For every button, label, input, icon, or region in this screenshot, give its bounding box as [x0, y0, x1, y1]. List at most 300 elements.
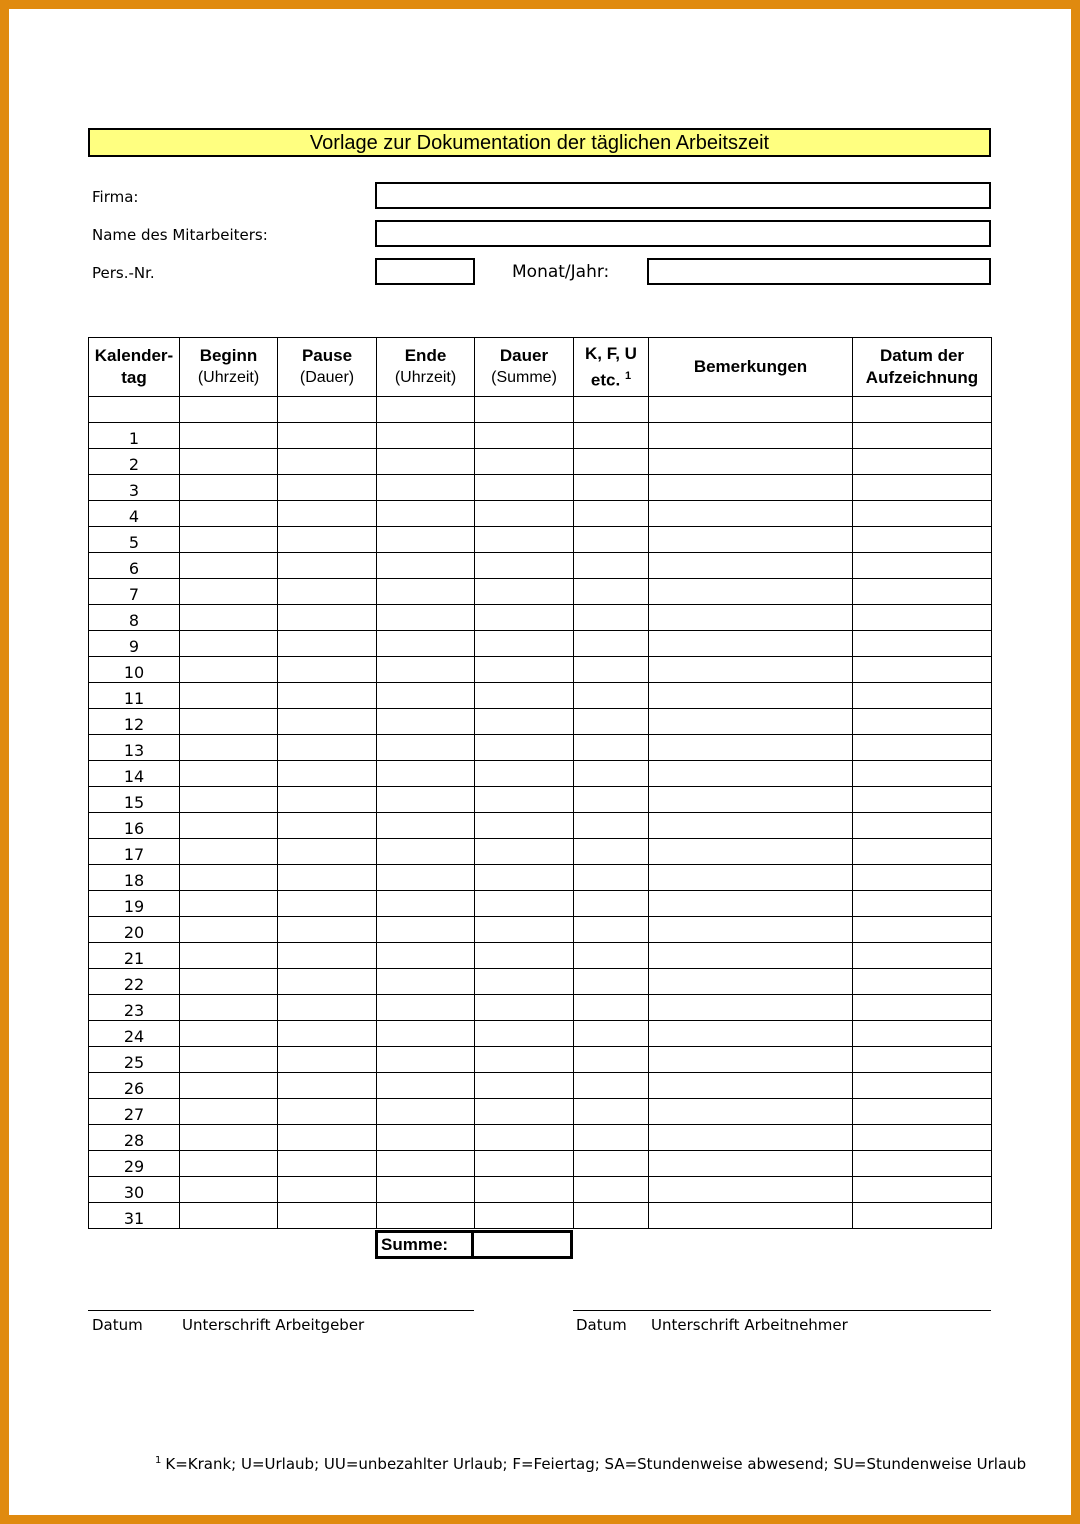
- beginn-cell[interactable]: [180, 449, 278, 475]
- day-cell: 14: [89, 761, 180, 787]
- signature-line-employer[interactable]: [88, 1310, 474, 1311]
- pause-cell[interactable]: [278, 631, 377, 657]
- beginn-cell[interactable]: [180, 1151, 278, 1177]
- table-row: [89, 501, 992, 527]
- bemerkungen-cell[interactable]: [649, 631, 853, 657]
- datum-cell[interactable]: [853, 579, 992, 605]
- pause-cell[interactable]: [278, 969, 377, 995]
- kfu-cell[interactable]: [574, 943, 649, 969]
- day-cell: 21: [89, 943, 180, 969]
- ende-cell[interactable]: [377, 1021, 475, 1047]
- ende-cell[interactable]: [377, 761, 475, 787]
- day-cell: 18: [89, 865, 180, 891]
- datum-cell[interactable]: [853, 1021, 992, 1047]
- bemerkungen-cell[interactable]: [649, 1151, 853, 1177]
- bemerkungen-cell[interactable]: [649, 475, 853, 501]
- pause-cell[interactable]: [278, 1177, 377, 1203]
- beginn-cell[interactable]: [180, 735, 278, 761]
- day-cell: 16: [89, 813, 180, 839]
- dauer-cell[interactable]: [475, 1073, 574, 1099]
- datum-cell[interactable]: [853, 605, 992, 631]
- bemerkungen-cell[interactable]: [649, 1203, 853, 1229]
- datum-cell[interactable]: [853, 1177, 992, 1203]
- table-row: [89, 1021, 992, 1047]
- ende-cell[interactable]: [377, 1125, 475, 1151]
- bemerkungen-cell[interactable]: [649, 449, 853, 475]
- day-cell: 31: [89, 1203, 180, 1229]
- header-dauer: Dauer (Summe): [475, 338, 574, 397]
- kfu-cell[interactable]: [574, 553, 649, 579]
- ende-cell[interactable]: [377, 449, 475, 475]
- table-row: [89, 787, 992, 813]
- beginn-cell[interactable]: [180, 839, 278, 865]
- dauer-cell[interactable]: [475, 397, 574, 423]
- kfu-cell[interactable]: [574, 397, 649, 423]
- day-cell: 19: [89, 891, 180, 917]
- dauer-cell[interactable]: [475, 1203, 574, 1229]
- dauer-cell[interactable]: [475, 475, 574, 501]
- bemerkungen-cell[interactable]: [649, 865, 853, 891]
- bemerkungen-cell[interactable]: [649, 657, 853, 683]
- footnote: [155, 1455, 1026, 1473]
- bemerkungen-cell[interactable]: [649, 995, 853, 1021]
- datum-cell[interactable]: [853, 839, 992, 865]
- datum-cell[interactable]: [853, 683, 992, 709]
- beginn-cell[interactable]: [180, 631, 278, 657]
- beginn-cell[interactable]: [180, 865, 278, 891]
- day-cell: 30: [89, 1177, 180, 1203]
- pause-cell[interactable]: [278, 1021, 377, 1047]
- table-row: [89, 865, 992, 891]
- ende-cell[interactable]: [377, 579, 475, 605]
- table-row: [89, 579, 992, 605]
- datum-cell[interactable]: [853, 1073, 992, 1099]
- bemerkungen-cell[interactable]: [649, 1073, 853, 1099]
- dauer-cell[interactable]: [475, 1125, 574, 1151]
- beginn-cell[interactable]: [180, 579, 278, 605]
- kfu-cell[interactable]: [574, 917, 649, 943]
- bemerkungen-cell[interactable]: [649, 891, 853, 917]
- dauer-cell[interactable]: [475, 1047, 574, 1073]
- pause-cell[interactable]: [278, 683, 377, 709]
- kfu-cell[interactable]: [574, 1073, 649, 1099]
- pause-cell[interactable]: [278, 397, 377, 423]
- kfu-cell[interactable]: [574, 995, 649, 1021]
- beginn-cell[interactable]: [180, 501, 278, 527]
- datum-cell[interactable]: [853, 735, 992, 761]
- bemerkungen-cell[interactable]: [649, 423, 853, 449]
- day-cell: 15: [89, 787, 180, 813]
- day-cell: 26: [89, 1073, 180, 1099]
- pause-cell[interactable]: [278, 787, 377, 813]
- beginn-cell[interactable]: [180, 995, 278, 1021]
- ende-cell[interactable]: [377, 657, 475, 683]
- ende-cell[interactable]: [377, 813, 475, 839]
- datum-cell[interactable]: [853, 553, 992, 579]
- pause-cell[interactable]: [278, 1203, 377, 1229]
- datum-cell[interactable]: [853, 917, 992, 943]
- ende-cell[interactable]: [377, 631, 475, 657]
- kfu-cell[interactable]: [574, 527, 649, 553]
- pause-cell[interactable]: [278, 579, 377, 605]
- ende-cell[interactable]: [377, 683, 475, 709]
- employee-signature-label: Unterschrift Arbeitnehmer: [651, 1316, 848, 1334]
- table-row: [89, 475, 992, 501]
- datum-cell[interactable]: [853, 969, 992, 995]
- beginn-cell[interactable]: [180, 397, 278, 423]
- dauer-cell[interactable]: [475, 579, 574, 605]
- bemerkungen-cell[interactable]: [649, 839, 853, 865]
- day-cell: 9: [89, 631, 180, 657]
- ende-cell[interactable]: [377, 917, 475, 943]
- table-row: [89, 1203, 992, 1229]
- datum-cell[interactable]: [853, 423, 992, 449]
- dauer-cell[interactable]: [475, 1151, 574, 1177]
- ende-cell[interactable]: [377, 397, 475, 423]
- dauer-cell[interactable]: [475, 787, 574, 813]
- day-cell: 7: [89, 579, 180, 605]
- ende-cell[interactable]: [377, 1047, 475, 1073]
- dauer-cell[interactable]: [475, 1177, 574, 1203]
- bemerkungen-cell[interactable]: [649, 501, 853, 527]
- dauer-cell[interactable]: [475, 813, 574, 839]
- table-row: [89, 1125, 992, 1151]
- pause-cell[interactable]: [278, 709, 377, 735]
- employee-date-label: Datum: [576, 1316, 627, 1334]
- kfu-cell[interactable]: [574, 1151, 649, 1177]
- ende-cell[interactable]: [377, 423, 475, 449]
- kfu-cell[interactable]: [574, 449, 649, 475]
- beginn-cell[interactable]: [180, 1177, 278, 1203]
- datum-cell[interactable]: [853, 631, 992, 657]
- day-cell: 24: [89, 1021, 180, 1047]
- table-header-row: [89, 338, 992, 397]
- dauer-cell[interactable]: [475, 501, 574, 527]
- ende-cell[interactable]: [377, 891, 475, 917]
- bemerkungen-cell[interactable]: [649, 527, 853, 553]
- pause-cell[interactable]: [278, 735, 377, 761]
- ende-cell[interactable]: [377, 969, 475, 995]
- beginn-cell[interactable]: [180, 761, 278, 787]
- kfu-cell[interactable]: [574, 813, 649, 839]
- kfu-cell[interactable]: [574, 891, 649, 917]
- table-row: [89, 1047, 992, 1073]
- datum-cell[interactable]: [853, 397, 992, 423]
- ende-cell[interactable]: [377, 865, 475, 891]
- name-label: Name des Mitarbeiters:: [92, 226, 268, 244]
- kfu-cell[interactable]: [574, 501, 649, 527]
- beginn-cell[interactable]: [180, 1073, 278, 1099]
- summe-label: Summe:: [375, 1230, 474, 1259]
- day-cell: 5: [89, 527, 180, 553]
- day-cell: 11: [89, 683, 180, 709]
- beginn-cell[interactable]: [180, 475, 278, 501]
- day-cell: 6: [89, 553, 180, 579]
- pause-cell[interactable]: [278, 657, 377, 683]
- dauer-cell[interactable]: [475, 553, 574, 579]
- datum-cell[interactable]: [853, 1203, 992, 1229]
- ende-cell[interactable]: [377, 501, 475, 527]
- kfu-cell[interactable]: [574, 475, 649, 501]
- ende-cell[interactable]: [377, 735, 475, 761]
- kfu-cell[interactable]: [574, 1125, 649, 1151]
- table-row: [89, 1177, 992, 1203]
- table-row: [89, 943, 992, 969]
- ende-cell[interactable]: [377, 475, 475, 501]
- datum-cell[interactable]: [853, 761, 992, 787]
- kfu-cell[interactable]: [574, 1203, 649, 1229]
- ende-cell[interactable]: [377, 1099, 475, 1125]
- pause-cell[interactable]: [278, 527, 377, 553]
- persnr-field[interactable]: [375, 258, 475, 285]
- beginn-cell[interactable]: [180, 1021, 278, 1047]
- day-cell: 13: [89, 735, 180, 761]
- dauer-cell[interactable]: [475, 839, 574, 865]
- datum-cell[interactable]: [853, 527, 992, 553]
- monat-label: Monat/Jahr:: [512, 262, 610, 282]
- pause-cell[interactable]: [278, 813, 377, 839]
- pause-cell[interactable]: [278, 1125, 377, 1151]
- table-row: [89, 605, 992, 631]
- pause-cell[interactable]: [278, 605, 377, 631]
- table-row: [89, 1099, 992, 1125]
- datum-cell[interactable]: [853, 813, 992, 839]
- day-cell: [89, 397, 180, 423]
- beginn-cell[interactable]: [180, 1047, 278, 1073]
- table-row: [89, 631, 992, 657]
- dauer-cell[interactable]: [475, 527, 574, 553]
- bemerkungen-cell[interactable]: [649, 735, 853, 761]
- bemerkungen-cell[interactable]: [649, 553, 853, 579]
- kfu-cell[interactable]: [574, 683, 649, 709]
- datum-cell[interactable]: [853, 787, 992, 813]
- pause-cell[interactable]: [278, 1073, 377, 1099]
- table-row: [89, 423, 992, 449]
- day-cell: 23: [89, 995, 180, 1021]
- ende-cell[interactable]: [377, 527, 475, 553]
- datum-cell[interactable]: [853, 657, 992, 683]
- kfu-cell[interactable]: [574, 1021, 649, 1047]
- dauer-cell[interactable]: [475, 891, 574, 917]
- header-kfu: K, F, U etc. $^1$: [574, 338, 649, 397]
- day-cell: 17: [89, 839, 180, 865]
- persnr-label: Pers.-Nr.: [92, 264, 155, 282]
- day-cell: 20: [89, 917, 180, 943]
- bemerkungen-cell[interactable]: [649, 1021, 853, 1047]
- pause-cell[interactable]: [278, 839, 377, 865]
- table-row: [89, 839, 992, 865]
- beginn-cell[interactable]: [180, 917, 278, 943]
- bemerkungen-cell[interactable]: [649, 787, 853, 813]
- table-row: [89, 917, 992, 943]
- table-row: [89, 1073, 992, 1099]
- datum-cell[interactable]: [853, 1099, 992, 1125]
- pause-cell[interactable]: [278, 553, 377, 579]
- table-row: [89, 813, 992, 839]
- dauer-cell[interactable]: [475, 605, 574, 631]
- datum-cell[interactable]: [853, 865, 992, 891]
- datum-cell[interactable]: [853, 1125, 992, 1151]
- beginn-cell[interactable]: [180, 553, 278, 579]
- ende-cell[interactable]: [377, 553, 475, 579]
- day-cell: 25: [89, 1047, 180, 1073]
- table-row: [89, 657, 992, 683]
- ende-cell[interactable]: [377, 1151, 475, 1177]
- dauer-cell[interactable]: [475, 761, 574, 787]
- monat-field[interactable]: [647, 258, 991, 285]
- time-table: [88, 337, 992, 1229]
- pause-cell[interactable]: [278, 1047, 377, 1073]
- dauer-cell[interactable]: [475, 657, 574, 683]
- kfu-cell[interactable]: [574, 735, 649, 761]
- table-row: [89, 735, 992, 761]
- bemerkungen-cell[interactable]: [649, 397, 853, 423]
- dauer-cell[interactable]: [475, 917, 574, 943]
- pause-cell[interactable]: [278, 501, 377, 527]
- summe-field[interactable]: [474, 1230, 573, 1259]
- table-row: [89, 527, 992, 553]
- beginn-cell[interactable]: [180, 943, 278, 969]
- kfu-cell[interactable]: [574, 709, 649, 735]
- day-cell: 22: [89, 969, 180, 995]
- dauer-cell[interactable]: [475, 1099, 574, 1125]
- beginn-cell[interactable]: [180, 683, 278, 709]
- day-cell: 4: [89, 501, 180, 527]
- bemerkungen-cell[interactable]: [649, 969, 853, 995]
- dauer-cell[interactable]: [475, 631, 574, 657]
- kfu-cell[interactable]: [574, 1099, 649, 1125]
- pause-cell[interactable]: [278, 917, 377, 943]
- beginn-cell[interactable]: [180, 1125, 278, 1151]
- table-row: [89, 683, 992, 709]
- pause-cell[interactable]: [278, 943, 377, 969]
- kfu-cell[interactable]: [574, 1177, 649, 1203]
- kfu-cell[interactable]: [574, 605, 649, 631]
- pause-cell[interactable]: [278, 995, 377, 1021]
- kfu-cell[interactable]: [574, 1047, 649, 1073]
- day-cell: 28: [89, 1125, 180, 1151]
- beginn-cell[interactable]: [180, 891, 278, 917]
- bemerkungen-cell[interactable]: [649, 683, 853, 709]
- kfu-cell[interactable]: [574, 865, 649, 891]
- pause-cell[interactable]: [278, 423, 377, 449]
- bemerkungen-cell[interactable]: [649, 579, 853, 605]
- ende-cell[interactable]: [377, 787, 475, 813]
- firma-field[interactable]: [375, 182, 991, 209]
- datum-cell[interactable]: [853, 475, 992, 501]
- bemerkungen-cell[interactable]: [649, 1099, 853, 1125]
- beginn-cell[interactable]: [180, 1203, 278, 1229]
- pause-cell[interactable]: [278, 1151, 377, 1177]
- datum-cell[interactable]: [853, 891, 992, 917]
- datum-cell[interactable]: [853, 943, 992, 969]
- kfu-cell[interactable]: [574, 969, 649, 995]
- ende-cell[interactable]: [377, 605, 475, 631]
- dauer-cell[interactable]: [475, 709, 574, 735]
- ende-cell[interactable]: [377, 1073, 475, 1099]
- bemerkungen-cell[interactable]: [649, 1125, 853, 1151]
- ende-cell[interactable]: [377, 1203, 475, 1229]
- bemerkungen-cell[interactable]: [649, 917, 853, 943]
- table-row: [89, 969, 992, 995]
- beginn-cell[interactable]: [180, 1099, 278, 1125]
- dauer-cell[interactable]: [475, 865, 574, 891]
- header-kalendertag: Kalender- tag: [89, 338, 180, 397]
- day-cell: 3: [89, 475, 180, 501]
- bemerkungen-cell[interactable]: [649, 605, 853, 631]
- dauer-cell[interactable]: [475, 969, 574, 995]
- pause-cell[interactable]: [278, 865, 377, 891]
- pause-cell[interactable]: [278, 761, 377, 787]
- beginn-cell[interactable]: [180, 657, 278, 683]
- kfu-cell[interactable]: [574, 657, 649, 683]
- datum-cell[interactable]: [853, 1151, 992, 1177]
- datum-cell[interactable]: [853, 995, 992, 1021]
- ende-cell[interactable]: [377, 943, 475, 969]
- beginn-cell[interactable]: [180, 969, 278, 995]
- bemerkungen-cell[interactable]: [649, 1047, 853, 1073]
- bemerkungen-cell[interactable]: [649, 1177, 853, 1203]
- datum-cell[interactable]: [853, 709, 992, 735]
- pause-cell[interactable]: [278, 449, 377, 475]
- table-row: [89, 397, 992, 423]
- day-cell: 1: [89, 423, 180, 449]
- ende-cell[interactable]: [377, 709, 475, 735]
- signature-line-employee[interactable]: [573, 1310, 991, 1311]
- dauer-cell[interactable]: [475, 423, 574, 449]
- dauer-cell[interactable]: [475, 735, 574, 761]
- dauer-cell[interactable]: [475, 449, 574, 475]
- employer-signature-label: Unterschrift Arbeitgeber: [182, 1316, 365, 1334]
- kfu-cell[interactable]: [574, 631, 649, 657]
- beginn-cell[interactable]: [180, 423, 278, 449]
- bemerkungen-cell[interactable]: [649, 761, 853, 787]
- beginn-cell[interactable]: [180, 787, 278, 813]
- dauer-cell[interactable]: [475, 1021, 574, 1047]
- datum-cell[interactable]: [853, 501, 992, 527]
- pause-cell[interactable]: [278, 891, 377, 917]
- kfu-cell[interactable]: [574, 787, 649, 813]
- day-cell: 10: [89, 657, 180, 683]
- table-row: [89, 761, 992, 787]
- beginn-cell[interactable]: [180, 813, 278, 839]
- datum-cell[interactable]: [853, 449, 992, 475]
- dauer-cell[interactable]: [475, 943, 574, 969]
- kfu-cell[interactable]: [574, 761, 649, 787]
- bemerkungen-cell[interactable]: [649, 709, 853, 735]
- beginn-cell[interactable]: [180, 527, 278, 553]
- beginn-cell[interactable]: [180, 605, 278, 631]
- datum-cell[interactable]: [853, 1047, 992, 1073]
- name-field[interactable]: [375, 220, 991, 247]
- pause-cell[interactable]: [278, 1099, 377, 1125]
- pause-cell[interactable]: [278, 475, 377, 501]
- kfu-cell[interactable]: [574, 839, 649, 865]
- bemerkungen-cell[interactable]: [649, 813, 853, 839]
- ende-cell[interactable]: [377, 995, 475, 1021]
- ende-cell[interactable]: [377, 839, 475, 865]
- beginn-cell[interactable]: [180, 709, 278, 735]
- kfu-cell[interactable]: [574, 423, 649, 449]
- table-row: [89, 995, 992, 1021]
- header-bemerkungen: Bemerkungen: [649, 338, 853, 397]
- bemerkungen-cell[interactable]: [649, 943, 853, 969]
- firma-label: Firma:: [92, 188, 139, 206]
- kfu-cell[interactable]: [574, 579, 649, 605]
- ende-cell[interactable]: [377, 1177, 475, 1203]
- dauer-cell[interactable]: [475, 995, 574, 1021]
- dauer-cell[interactable]: [475, 683, 574, 709]
